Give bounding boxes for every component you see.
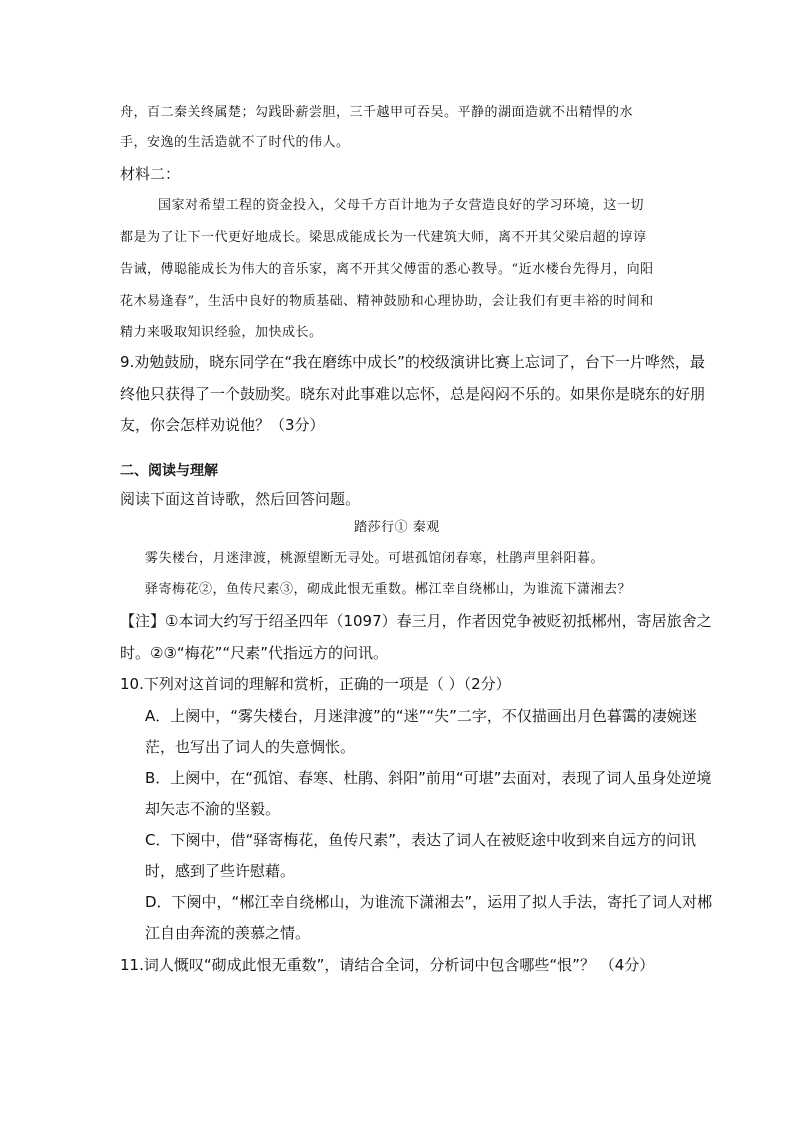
question-11-stem: 11.词人慨叹“砌成此恨无重数”，请结合全词，分析词中包含哪些“恨”？ （4分） [120, 956, 655, 974]
material2-line-3: 告诫，傅聪能成长为伟大的音乐家，离不开其父傅雷的悉心教导。“近水楼台先得月，向阳 [120, 262, 654, 277]
option-c-line-2: 时，感到了些许慰藉。 [145, 862, 296, 880]
material2-line-1: 国家对希望工程的资金投入，父母千方百计地为子女营造良好的学习环境，这一切 [158, 198, 645, 213]
note-line-2: 时。②③“梅花”“尺素”代指远方的问讯。 [120, 644, 388, 662]
material2-line-5: 精力来吸取知识经验，加快成长。 [120, 325, 323, 340]
material1-line-1: 舟，百二秦关终属楚；勾践卧薪尝胆，三千越甲可吞吴。平静的湖面造就不出精悍的水 [120, 105, 634, 120]
option-d-line-2: 江自由奔流的羡慕之情。 [145, 924, 311, 942]
option-d-line-1: D．下阕中，“郴江幸自绕郴山，为谁流下潇湘去”，运用了拟人手法，寄托了词人对郴 [145, 893, 713, 911]
section-2-instruction: 阅读下面这首诗歌，然后回答问题。 [120, 490, 361, 508]
section-2-title: 二、阅读与理解 [120, 463, 218, 479]
material1-line-2: 手，安逸的生活造就不了时代的伟人。 [120, 135, 350, 150]
question-9-line-2: 终他只获得了一个鼓励奖。晓东对此事难以忘怀，总是闷闷不乐的。如果你是晓东的好朋 [120, 385, 706, 403]
option-c-line-1: C．下阕中，借“驿寄梅花，鱼传尺素”，表达了词人在被贬途中收到来自远方的问讯 [145, 831, 697, 849]
question-9-line-1: 9.劝勉鼓励，晓东同学在“我在磨练中成长”的校级演讲比赛上忘词了，台下一片哗然，最 [120, 353, 705, 371]
option-b-line-1: B．上阕中，在“孤馆、春寒、杜鹃、斜阳”前用“可堪”去面对，表现了词人虽身处逆境 [145, 769, 712, 787]
note-line-1: 【注】①本词大约写于绍圣四年（1097）春三月，作者因党争被贬初抵郴州，寄居旅舍之 [120, 612, 712, 630]
option-b-line-2: 却矢志不渝的坚毅。 [145, 800, 281, 818]
option-a-line-1: A．上阕中，“雾失楼台，月迷津渡”的“迷”“失”二字，不仅描画出月色暮霭的凄婉迷 [145, 707, 697, 725]
question-9-line-3: 友，你会怎样劝说他？（3分） [120, 416, 325, 434]
question-10-stem: 10.下列对这首词的理解和赏析，正确的一项是（ ）（2分） [120, 675, 511, 693]
material2-line-4: 花木易逢春”，生活中良好的物质基础、精神鼓励和心理协助，会让我们有更丰裕的时间和 [120, 294, 654, 309]
poem-title: 踏莎行① 秦观 [354, 520, 440, 535]
option-a-line-2: 茫，也写出了词人的失意惆怅。 [145, 738, 356, 756]
poem-line-1: 雾失楼台，月迷津渡，桃源望断无寻处。可堪孤馆闭春寒，杜鹃声里斜阳暮。 [145, 551, 605, 566]
material2-heading: 材料二： [120, 165, 181, 183]
poem-line-2: 驿寄梅花②，鱼传尺素③，砌成此恨无重数。郴江幸自绕郴山，为谁流下潇湘去？ [145, 582, 632, 597]
material2-line-2: 都是为了让下一代更好地成长。梁思成能成长为一代建筑大师，离不开其父梁启超的谆谆 [120, 230, 647, 245]
